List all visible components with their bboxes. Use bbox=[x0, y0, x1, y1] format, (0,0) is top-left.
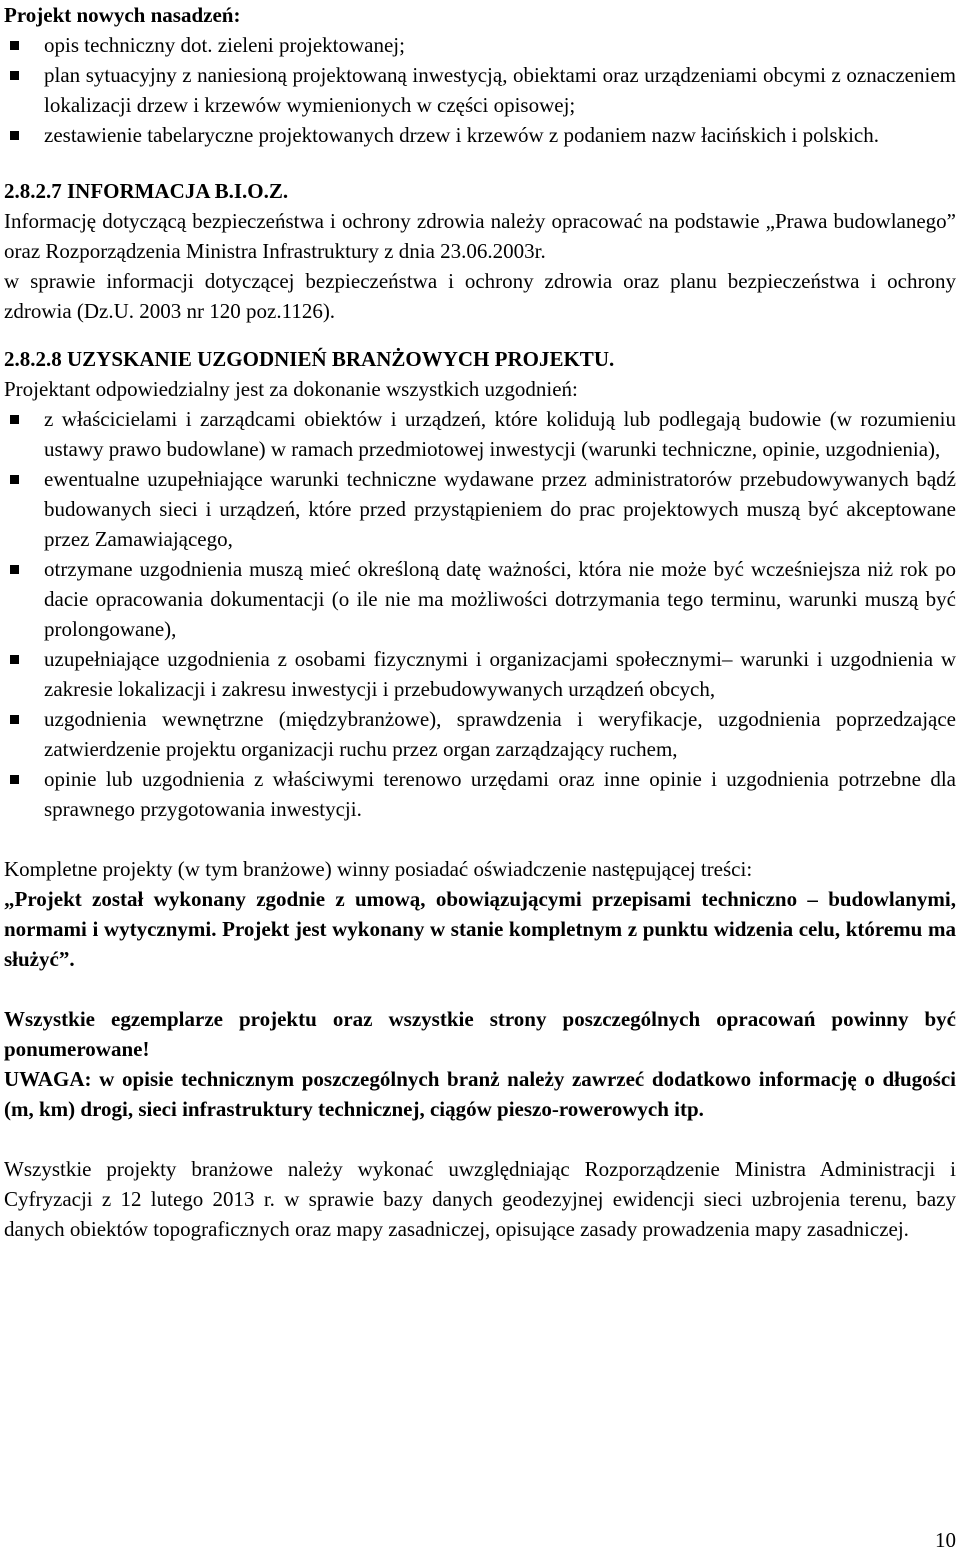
section-heading-nasadzenia: Projekt nowych nasadzeń: bbox=[4, 3, 241, 27]
spacer bbox=[4, 326, 956, 344]
bioz-paragraph-2: w sprawie informacji dotyczącej bezpieczeństwa i ochrony zdrowia oraz planu bezpieczeństwa i ochrony zdrowia (Dz.U. 2003 nr 120 poz.1126). bbox=[4, 269, 956, 323]
rozporzadzenie-paragraph: Wszystkie projekty branżowe należy wykonać uwzględniając Rozporządzenie Ministra Administracji i Cyfryzacji z 12 lutego 2013 r. w sprawie bazy danych geodezyjnej ewidencji sieci uzbrojenia terenu, bazy danych obiektów topograficznych oraz mapy zasadniczej, opisujące zasady prowadzenia mapy zasadniczej. bbox=[4, 1157, 956, 1241]
square-bullet-icon bbox=[10, 565, 19, 574]
square-bullet-icon bbox=[10, 71, 19, 80]
uzgodnienia-list bbox=[4, 404, 956, 824]
uzgodnienia-intro: Projektant odpowiedzialny jest za dokonanie wszystkich uzgodnień: bbox=[4, 377, 578, 401]
list-item bbox=[4, 30, 956, 60]
list-item bbox=[4, 60, 956, 120]
list-item-text: opis techniczny dot. zieleni projektowanej; bbox=[44, 33, 405, 57]
list-item-text: plan sytuacyjny z naniesioną projektowaną inwestycją, obiektami oraz urządzeniami obcymi z oznaczeniem lokalizacji drzew i krzewów wymienionych w części opisowej; bbox=[44, 63, 956, 117]
document-page bbox=[4, 0, 956, 1244]
square-bullet-icon bbox=[10, 715, 19, 724]
list-item bbox=[4, 704, 956, 764]
section-heading-uzgodnienia: 2.8.2.8 UZYSKANIE UZGODNIEŃ BRANŻOWYCH PROJEKTU. bbox=[4, 347, 615, 371]
section-heading-bioz: 2.8.2.7 INFORMACJA B.I.O.Z. bbox=[4, 179, 289, 203]
list-item-text: opinie lub uzgodnienia z właściwymi terenowo urzędami oraz inne opinie i uzgodnienia potrzebne dla sprawnego przygotowania inwestycji. bbox=[44, 767, 956, 821]
list-item-text: uzgodnienia wewnętrzne (międzybranżowe), sprawdzenia i weryfikacje, uzgodnienia poprzedzające zatwierdzenie projektu organizacji ruchu przez organ zarządzający ruchem, bbox=[44, 707, 956, 761]
oswiadczenie-statement: „Projekt został wykonany zgodnie z umową, obowiązującymi przepisami techniczno – budowlanymi, normami i wytycznymi. Projekt jest wykonany w stanie kompletnym z punktu widzenia celu, któremu ma służyć”. bbox=[4, 887, 956, 971]
list-item bbox=[4, 464, 956, 554]
square-bullet-icon bbox=[10, 131, 19, 140]
bioz-paragraph-1: Informację dotyczącą bezpieczeństwa i ochrony zdrowia należy opracować na podstawie „Prawa budowlanego” oraz Rozporządzenia Ministra Infrastruktury z dnia 23.06.2003r. bbox=[4, 209, 956, 263]
list-item bbox=[4, 764, 956, 824]
list-item bbox=[4, 404, 956, 464]
square-bullet-icon bbox=[10, 655, 19, 664]
list-item-text: ewentualne uzupełniające warunki techniczne wydawane przez administratorów przebudowywanych bądź budowanych sieci i urządzeń, które przed przystąpieniem do prac projektowych muszą być akceptowane przez Zamawiającego, bbox=[44, 467, 956, 551]
list-item bbox=[4, 554, 956, 644]
list-item-text: uzupełniające uzgodnienia z osobami fizycznymi i organizacjami społecznymi– warunki i uzgodnienia w zakresie lokalizacji i zakresu inwestycji i przebudowywanych urządzeń obcych, bbox=[44, 647, 956, 701]
square-bullet-icon bbox=[10, 775, 19, 784]
spacer bbox=[4, 1124, 956, 1154]
list-item bbox=[4, 120, 956, 150]
square-bullet-icon bbox=[10, 415, 19, 424]
oswiadczenie-intro: Kompletne projekty (w tym branżowe) winny posiadać oświadczenie następującej treści: bbox=[4, 857, 753, 881]
spacer bbox=[4, 150, 956, 176]
list-item-text: z właścicielami i zarządcami obiektów i urządzeń, które kolidują lub podlegają budowie (w rozumieniu ustawy prawo budowlane) w ramach przedmiotowej inwestycji (warunki techniczne, opinie, uzgodnienia), bbox=[44, 407, 956, 461]
list-item bbox=[4, 644, 956, 704]
square-bullet-icon bbox=[10, 475, 19, 484]
list-item-text: zestawienie tabelaryczne projektowanych drzew i krzewów z podaniem nazw łacińskich i polskich. bbox=[44, 123, 879, 147]
spacer bbox=[4, 974, 956, 1004]
nasadzenia-list bbox=[4, 30, 956, 150]
square-bullet-icon bbox=[10, 41, 19, 50]
spacer bbox=[4, 824, 956, 854]
list-item-text: otrzymane uzgodnienia muszą mieć określoną datę ważności, która nie może być wcześniejsza niż rok po dacie opracowania dokumentacji (o ile nie ma możliwości dotrzymania tego terminu, warunki muszą być prolongowane), bbox=[44, 557, 956, 641]
page-number: 10 bbox=[935, 1528, 956, 1552]
numbering-notice: Wszystkie egzemplarze projektu oraz wszystkie strony poszczególnych opracowań powinny być ponumerowane! bbox=[4, 1007, 956, 1061]
uwaga-notice: UWAGA: w opisie technicznym poszczególnych branż należy zawrzeć dodatkowo informację o długości (m, km) drogi, sieci infrastruktury technicznej, ciągów pieszo-rowerowych itp. bbox=[4, 1067, 956, 1121]
